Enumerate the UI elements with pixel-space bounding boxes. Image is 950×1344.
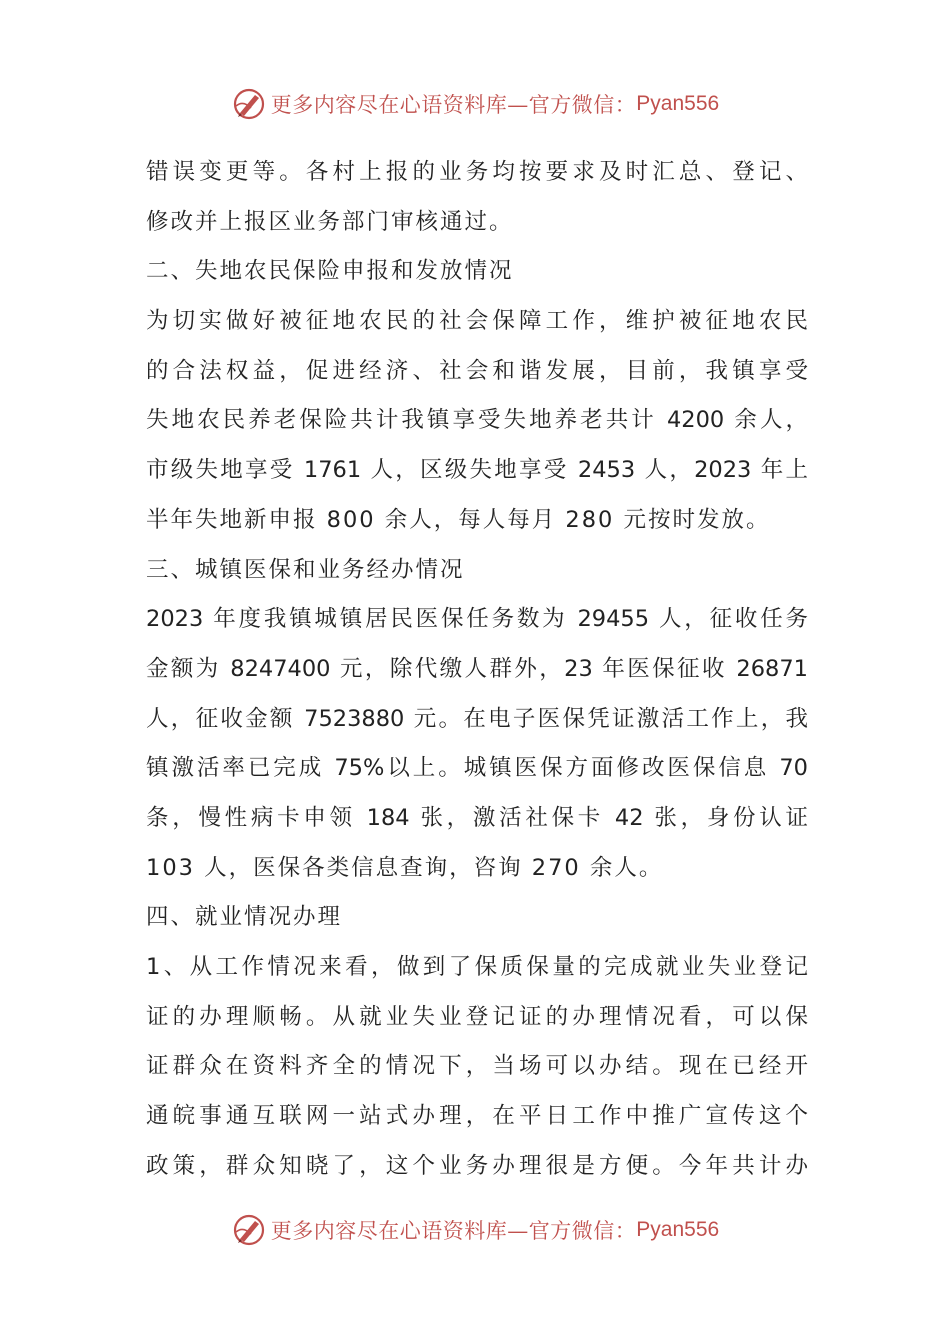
banner-text: 更多内容尽在心语资料库—官方微信：	[270, 93, 637, 117]
paragraph-line: 的合法权益，促进经济、社会和谐发展，目前，我镇享受	[146, 357, 808, 384]
paragraph-line: 通皖事通互联网一站式办理，在平日工作中推广宣传这个	[146, 1103, 808, 1130]
section-heading: 三、城镇医保和业务经办情况	[146, 556, 465, 583]
pen-logo-icon	[231, 1212, 267, 1248]
section-heading: 二、失地农民保险申报和发放情况	[146, 258, 514, 285]
section-heading: 四、就业情况办理	[146, 904, 343, 931]
banner-text: 更多内容尽在心语资料库—官方微信：	[270, 1219, 637, 1243]
footer-banner	[0, 1210, 950, 1250]
paragraph-line: 修改并上报区业务部门审核通过。	[146, 208, 514, 235]
paragraph-line: 为切实做好被征地农民的社会保障工作，维护被征地农民	[146, 308, 808, 335]
paragraph-line: 镇激活率已完成 75%以上。城镇医保方面修改医保信息 70	[146, 755, 808, 782]
paragraph-line: 证的办理顺畅。从就业失业登记证的办理情况看，可以保	[146, 1003, 808, 1030]
pen-logo-icon	[231, 86, 267, 122]
paragraph-line: 金额为 8247400 元，除代缴人群外，23 年医保征收 26871	[146, 655, 808, 682]
paragraph-line: 2023 年度我镇城镇居民医保任务数为 29455 人，征收任务	[146, 606, 808, 633]
paragraph-line: 失地农民养老保险共计我镇享受失地养老共计 4200 余人，	[146, 407, 808, 434]
paragraph-line: 103 人，医保各类信息查询，咨询 270 余人。	[146, 854, 664, 881]
paragraph-line: 市级失地享受 1761 人，区级失地享受 2453 人，2023 年上	[146, 457, 808, 484]
paragraph-line: 证群众在资料齐全的情况下，当场可以办结。现在已经开	[146, 1053, 808, 1080]
header-banner	[0, 84, 950, 124]
document-body	[146, 148, 808, 1191]
paragraph-line: 政策，群众知晓了，这个业务办理很是方便。今年共计办	[146, 1152, 808, 1179]
paragraph-line: 错误变更等。各村上报的业务均按要求及时汇总、登记、	[146, 159, 808, 185]
banner-wechat-id: Pyan556	[636, 92, 720, 115]
paragraph-line: 半年失地新申报 800 余人，每人每月 280 元按时发放。	[146, 506, 771, 533]
paragraph-line: 条，慢性病卡申领 184 张，激活社保卡 42 张，身份认证	[146, 804, 808, 831]
paragraph-line: 1、从工作情况来看，做到了保质保量的完成就业失业登记	[146, 954, 808, 980]
paragraph-line: 人，征收金额 7523880 元。在电子医保凭证激活工作上，我	[146, 705, 808, 732]
banner-wechat-id: Pyan556	[636, 1218, 720, 1241]
